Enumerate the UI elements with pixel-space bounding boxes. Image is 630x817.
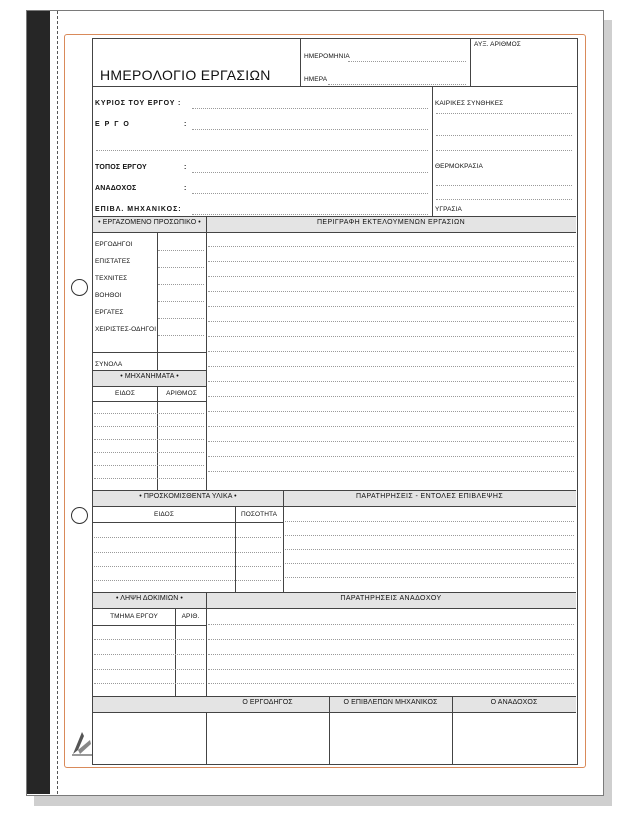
weather-label: ΚΑΙΡΙΚΕΣ ΣΥΝΘΗΚΕΣ <box>435 100 504 107</box>
project-colon: : <box>184 121 188 128</box>
location-label: ΤΟΠΟΣ ΕΡΓΟΥ <box>95 164 147 171</box>
publisher-logo-icon <box>70 728 94 758</box>
staff-totals-label: ΣΥΝΟΛΑ <box>95 361 123 368</box>
day-label: ΗΜΕΡΑ <box>304 76 328 83</box>
staff-header: • ΕΡΓΑΖΟΜΕΝΟ ΠΡΟΣΩΠΙΚΟ • <box>98 219 201 226</box>
owner-label: ΚΥΡΙΟΣ ΤΟΥ ΕΡΓΟΥ : <box>95 100 182 107</box>
humidity-label: ΥΓΡΑΣΙΑ <box>435 206 462 213</box>
materials-col-type: ΕΙΔΟΣ <box>154 511 174 518</box>
serial-number-label: ΑΥΞ. ΑΡΙΘΜΟΣ <box>474 41 521 48</box>
date-label: ΗΜΕΡΟΜΗΝΙΑ <box>304 53 350 60</box>
binder-hole-top <box>71 279 88 296</box>
temperature-label: ΘΕΡΜΟΚΡΑΣΙΑ <box>435 163 483 170</box>
staff-row-label: ΤΕΧΝΙΤΕΣ <box>95 275 128 282</box>
contractor-notes-header: ΠΑΡΑΤΗΡΗΣΕΙΣ ΑΝΑΔΟΧΟΥ <box>340 595 442 602</box>
binding-spine <box>27 11 50 794</box>
project-label: Ε Ρ Γ Ο <box>95 121 131 128</box>
day-line <box>328 84 466 85</box>
samples-col-number: ΑΡΙΘ. <box>181 613 200 620</box>
contractor-colon: : <box>184 185 188 192</box>
binder-hole-bottom <box>71 507 88 524</box>
staff-row-label: ΕΠΙΣΤΑΤΕΣ <box>95 258 131 265</box>
location-colon: : <box>184 164 188 171</box>
form-title: ΗΜΕΡΟΛΟΓΙΟ ΕΡΓΑΣΙΩΝ <box>100 67 271 83</box>
machines-col-number: ΑΡΙΘΜΟΣ <box>166 390 197 397</box>
samples-col-section: ΤΜΗΜΑ ΕΡΓΟΥ <box>110 613 158 620</box>
samples-header: • ΛΗΨΗ ΔΟΚΙΜΙΩΝ • <box>116 595 183 602</box>
work-description-header: ΠΕΡΙΓΡΑΦΗ ΕΚΤΕΛΟΥΜΕΝΩΝ ΕΡΓΑΣΙΩΝ <box>316 219 466 226</box>
staff-row-label: ΧΕΙΡΙΣΤΕΣ-ΟΔΗΓΟΙ <box>95 326 157 333</box>
signature-contractor-label: Ο ΑΝΑΔΟΧΟΣ <box>490 699 538 706</box>
signature-supervisor-label: Ο ΕΠΙΒΛΕΠΩΝ ΜΗΧΑΝΙΚΟΣ <box>343 699 438 706</box>
machines-col-type: ΕΙΔΟΣ <box>115 390 135 397</box>
signature-foreman-label: Ο ΕΡΓΟΔΗΓΟΣ <box>242 699 293 706</box>
contractor-label: ΑΝΑΔΟΧΟΣ <box>95 185 137 192</box>
machines-header: • ΜΗΧΑΝΗΜΑΤΑ • <box>120 373 179 380</box>
supervision-notes-header: ΠΑΡΑΤΗΡΗΣΕΙΣ - ΕΝΤΟΛΕΣ ΕΠΙΒΛΕΨΗΣ <box>355 493 504 500</box>
staff-row-label: ΒΟΗΘΟΙ <box>95 292 122 299</box>
perforation-line <box>57 11 58 794</box>
materials-header: • ΠΡΟΣΚΟΜΙΣΘΕΝΤΑ ΥΛΙΚΑ • <box>139 493 237 500</box>
supervisor-label: ΕΠΙΒΛ. ΜΗΧΑΝΙΚΟΣ: <box>95 206 182 213</box>
date-line <box>348 61 466 62</box>
materials-col-quantity: ΠΟΣΟΤΗΤΑ <box>240 511 278 518</box>
staff-row-label: ΕΡΓΑΤΕΣ <box>95 309 124 316</box>
staff-row-label: ΕΡΓΟΔΗΓΟΙ <box>95 241 133 248</box>
